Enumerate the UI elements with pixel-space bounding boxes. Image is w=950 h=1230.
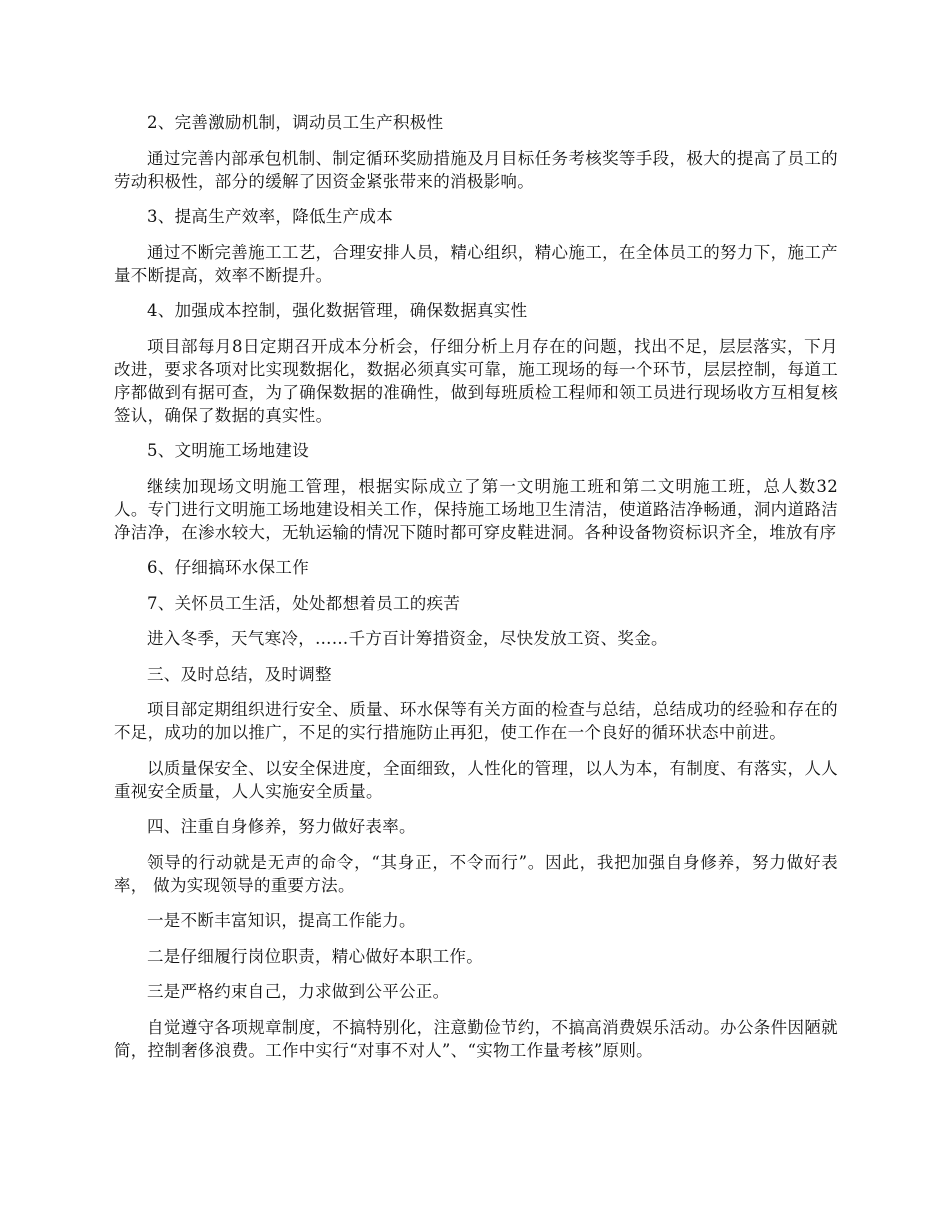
document-body [114,111,838,1074]
section-heading-incentive: 2、完善激励机制，调动员工生产积极性 [147,113,444,132]
section-heading-staff-care: 7、关怀员工生活，处处都想着员工的疾苦 [147,593,461,613]
paragraph-point-3: 三是严格约束自己，力求做到公平公正。 [147,982,450,1001]
paragraph-summary-2: 以质量保安全、以安全保进度，全面细致，人性化的管理，以人为本，有制度、有落实，人人重视安全质量，人人实施安全质量。 [114,758,838,801]
paragraph-point-2: 二是仔细履行岗位职责，精心做好本职工作。 [147,946,483,966]
section-heading-environment: 6、仔细搞环水保工作 [147,558,309,577]
paragraph-civilized-site: 继续加现场文明施工管理，根据实际成立了第一文明施工班和第二文明施工班，总人数32人。专门进行文明施工场地建设相关工作，保持施工场地卫生清洁，使道路洁净畅通，洞内道路洁净洁净，在渗水较大，无轨运输的情况下随时都可穿皮鞋进洞。各种设备物资标识齐全，堆放有序 [114,476,838,542]
paragraph-summary-1: 项目部定期组织进行安全、质量、环水保等有关方面的检查与总结，总结成功的经验和存在的不足，成功的加以推广，不足的实行措施防止再犯，使工作在一个良好的循环状态中前进。 [114,700,838,742]
section-heading-self-cultivation: 四、注重自身修养，努力做好表率。 [147,817,416,836]
section-heading-efficiency: 3、提高生产效率，降低生产成本 [147,207,393,226]
section-heading-civilized-site: 5、文明施工场地建设 [147,441,309,460]
paragraph-point-1: 一是不断丰富知识，提高工作能力。 [147,911,416,930]
paragraph-incentive: 通过完善内部承包机制、制定循环奖励措施及月目标任务考核奖等手段，极大的提高了员工的劳动积极性，部分的缓解了因资金紧张带来的消极影响。 [114,148,838,191]
paragraph-staff-care: 进入冬季，天气寒冷，……千方百计筹措资金，尽快发放工资、奖金。 [147,629,668,648]
paragraph-self-cultivation: 领导的行动就是无声的命令，“其身正，不令而行”。因此，我把加强自身修养，努力做好表率， 做为实现领导的重要方法。 [114,852,838,895]
section-heading-cost-control: 4、加强成本控制，强化数据管理，确保数据真实性 [147,301,528,320]
section-heading-summary: 三、及时总结，及时调整 [147,664,332,684]
paragraph-cost-control: 项目部每月8日定期召开成本分析会，仔细分析上月存在的问题，找出不足，层层落实，下月改进，要求各项对比实现数据化，数据必须真实可靠，施工现场的每一个环节，层层控制，每道工序都做到有据可查，为了确保数据的准确性，做到每班质检工程师和领工员进行现场收方互相复核签认，确保了数据的真实性。 [114,336,838,425]
paragraph-efficiency: 通过不断完善施工工艺，合理安排人员，精心组织，精心施工，在全体员工的努力下，施工产量不断提高，效率不断提升。 [114,242,838,285]
paragraph-discipline: 自觉遵守各项规章制度，不搞特别化，注意勤俭节约，不搞高消费娱乐活动。办公条件因陋就简，控制奢侈浪费。工作中实行“对事不对人”、“实物工作量考核”原则。 [114,1017,838,1060]
